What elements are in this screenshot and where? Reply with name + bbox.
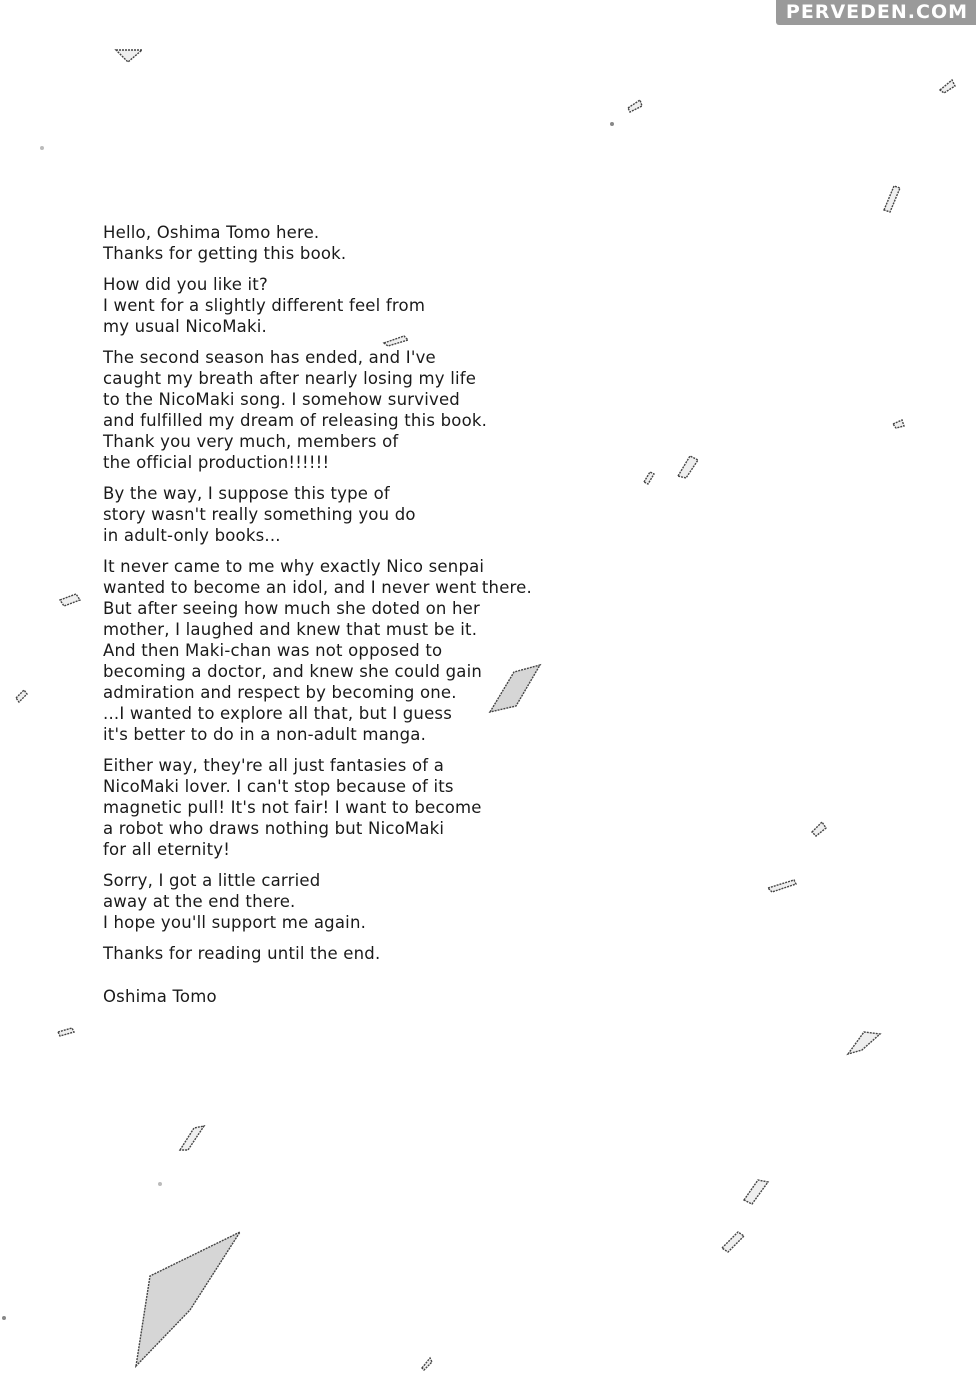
petal-decoration <box>58 1028 74 1036</box>
petal-decoration <box>422 1358 432 1370</box>
petal-decoration <box>768 880 796 892</box>
letter-line: magnetic pull! It's not fair! I want to become <box>103 798 482 817</box>
signature <box>103 986 573 1007</box>
letter-line: caught my breath after nearly losing my life <box>103 369 477 388</box>
letter-line: I hope you'll support me again. <box>103 913 367 932</box>
letter-line: Thanks for reading until the end. <box>103 944 381 963</box>
letter-line: to the NicoMaki song. I somehow survived <box>103 390 460 409</box>
letter-line: for all eternity! <box>103 840 231 859</box>
letter-paragraph <box>103 347 573 473</box>
petal-decoration <box>60 594 80 606</box>
letter-line: a robot who draws nothing but NicoMaki <box>103 819 445 838</box>
letter-line: NicoMaki lover. I can't stop because of its <box>103 777 454 796</box>
site-watermark: PERVEDEN.COM <box>776 0 976 25</box>
petal-decoration <box>628 100 642 112</box>
letter-line: ...I wanted to explore all that, but I guess <box>103 704 453 723</box>
letter-paragraph <box>103 222 573 264</box>
letter-line: wanted to become an idol, and I never went there. <box>103 578 532 597</box>
letter-line: Thank you very much, members of <box>103 432 399 451</box>
letter-line: in adult-only books... <box>103 526 281 545</box>
letter-line: mother, I laughed and knew that must be it. <box>103 620 478 639</box>
letter-line: And then Maki-chan was not opposed to <box>103 641 443 660</box>
letter-paragraph <box>103 556 573 745</box>
petal-decoration <box>848 1032 880 1054</box>
letter-line: the official production!!!!!! <box>103 453 330 472</box>
petal-decoration <box>744 1180 768 1204</box>
petal-decoration <box>722 1232 744 1252</box>
letter-line: admiration and respect by becoming one. <box>103 683 457 702</box>
petal-decoration <box>893 420 904 428</box>
letter-line: Thanks for getting this book. <box>103 244 347 263</box>
signature-name: Oshima Tomo <box>103 987 217 1006</box>
letter-line: By the way, I suppose this type of <box>103 484 390 503</box>
petal-decoration <box>16 690 27 702</box>
letter-line: away at the end there. <box>103 892 296 911</box>
letter-line: Either way, they're all just fantasies of a <box>103 756 445 775</box>
letter-line: Hello, Oshima Tomo here. <box>103 223 320 242</box>
petal-decoration <box>644 472 654 484</box>
letter-paragraph <box>103 943 573 964</box>
letter-paragraph <box>103 870 573 933</box>
letter-line: Sorry, I got a little carried <box>103 871 321 890</box>
petal-speck <box>2 1316 6 1320</box>
letter-paragraph <box>103 274 573 337</box>
letter-line: story wasn't really something you do <box>103 505 416 524</box>
petal-decoration <box>136 1232 240 1366</box>
letter-paragraph <box>103 755 573 860</box>
petal-decoration <box>884 186 900 212</box>
afterword-letter <box>103 222 573 1017</box>
letter-line: How did you like it? <box>103 275 268 294</box>
letter-line: it's better to do in a non-adult manga. <box>103 725 427 744</box>
letter-line: But after seeing how much she doted on her <box>103 599 480 618</box>
letter-paragraph <box>103 483 573 546</box>
petal-decoration <box>180 1126 204 1150</box>
letter-line: The second season has ended, and I've <box>103 348 436 367</box>
letter-line: becoming a doctor, and knew she could gain <box>103 662 483 681</box>
letter-line: It never came to me why exactly Nico senpai <box>103 557 485 576</box>
petal-speck <box>610 122 614 126</box>
petal-speck <box>158 1182 162 1186</box>
letter-line: my usual NicoMaki. <box>103 317 267 336</box>
letter-line: I went for a slightly different feel from <box>103 296 426 315</box>
petal-decoration <box>678 456 698 478</box>
petal-decoration <box>812 822 826 836</box>
petal-speck <box>40 146 44 150</box>
letter-line: and fulfilled my dream of releasing this book. <box>103 411 488 430</box>
petal-decoration <box>940 80 955 93</box>
petal-decoration <box>116 50 142 62</box>
